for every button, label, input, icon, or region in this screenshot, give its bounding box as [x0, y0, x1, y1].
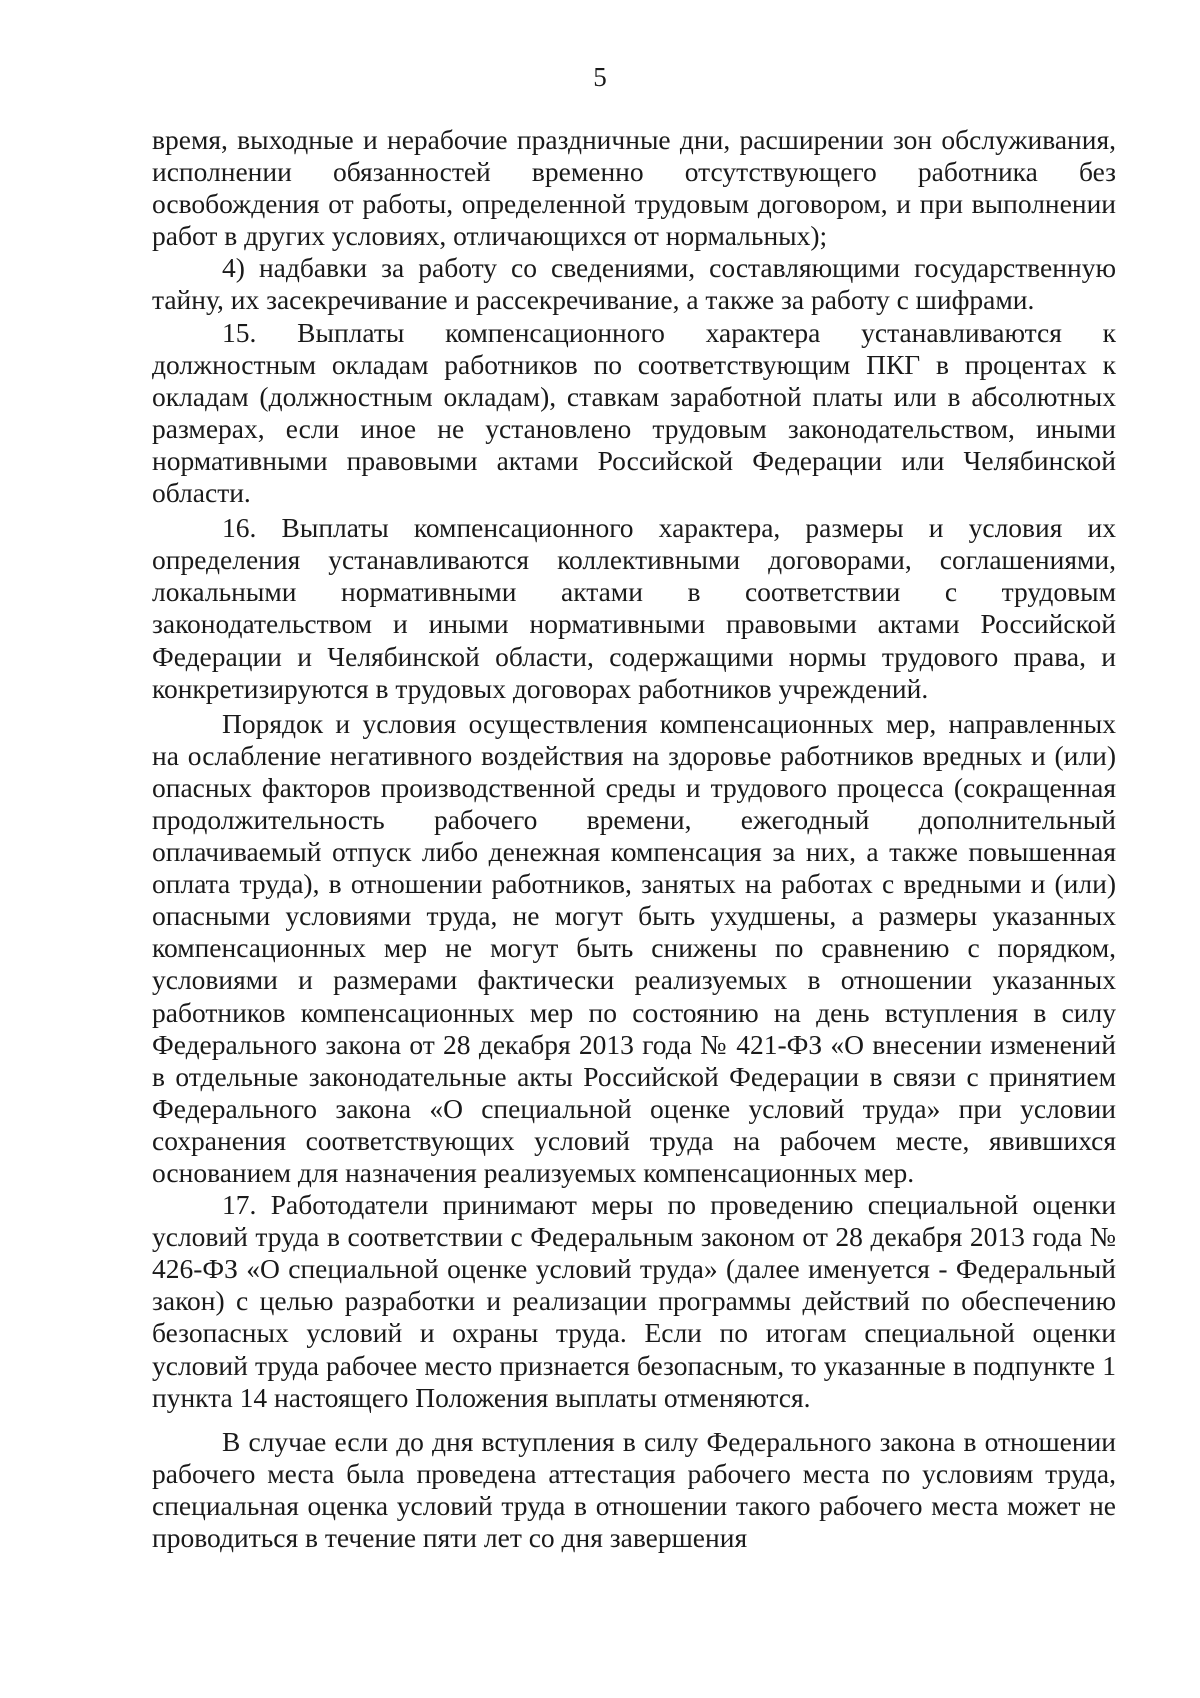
paragraph-item-4: 4) надбавки за работу со сведениями, составляющими государственную тайну, их засекречивание и рассекречивание, а также за работу с шифрами. [152, 252, 1116, 316]
paragraph-continuation: время, выходные и нерабочие праздничные дни, расширении зон обслуживания, исполнении обязанностей временно отсутствующего работника без освобождения от работы, определенной трудовым договором, и при выполнении работ в других условиях, отличающихся от нормальных); [152, 124, 1116, 252]
page-number: 5 [593, 62, 607, 92]
paragraph-attestation: В случае если до дня вступления в силу Федерального закона в отношении рабочего места была проведена аттестация рабочего места по условиям труда, специальная оценка условий труда в отношении такого рабочего места может не проводиться в течение пяти лет со дня завершения [152, 1425, 1116, 1554]
paragraph-16: 16. Выплаты компенсационного характера, размеры и условия их определения устанавливаются коллективными договорами, соглашениями, локальными нормативными актами в соответствии с трудовым законодательством и иными нормативными правовыми актами Российской Федерации и Челябинской области, содержащими нормы трудового права, и конкретизируются в трудовых договорах работников учреждений. [152, 512, 1116, 704]
document-body [152, 124, 1116, 1554]
paragraph-17: 17. Работодатели принимают меры по проведению специальной оценки условий труда в соответствии с Федеральным законом от 28 декабря 2013 года № 426-ФЗ «О специальной оценке условий труда» (далее именуется - Федеральный закон) с целью разработки и реализации программы действий по обеспечению безопасных условий и охраны труда. Если по итогам специальной оценки условий труда рабочее место признается безопасным, то указанные в подпункте 1 пункта 14 настоящего Положения выплаты отменяются. [152, 1189, 1116, 1413]
paragraph-compensation-order: Порядок и условия осуществления компенсационных мер, направленных на ослабление негативного воздействия на здоровье работников вредных и (или) опасных факторов производственной среды и трудового процесса (сокращенная продолжительность рабочего времени, ежегодный дополнительный оплачиваемый отпуск либо денежная компенсация за них, а также повышенная оплата труда), в отношении работников, занятых на работах с вредными и (или) опасными условиями труда, не могут быть ухудшены, а размеры указанных компенсационных мер не могут быть снижены по сравнению с порядком, условиями и размерами фактически реализуемых в отношении указанных работников компенсационных мер по состоянию на день вступления в силу Федерального закона от 28 декабря 2013 года № 421-ФЗ «О внесении изменений в отдельные законодательные акты Российской Федерации в связи с принятием Федерального закона «О специальной оценке условий труда» при условии сохранения соответствующих условий труда на рабочем месте, явившихся основанием для назначения реализуемых компенсационных мер. [152, 707, 1116, 1188]
paragraph-15: 15. Выплаты компенсационного характера устанавливаются к должностным окладам работников по соответствующим ПКГ в процентах к окладам (должностным окладам), ставкам заработной платы или в абсолютных размерах, если иное не установлено трудовым законодательством, иными нормативными правовыми актами Российской Федерации или Челябинской области. [152, 316, 1116, 509]
